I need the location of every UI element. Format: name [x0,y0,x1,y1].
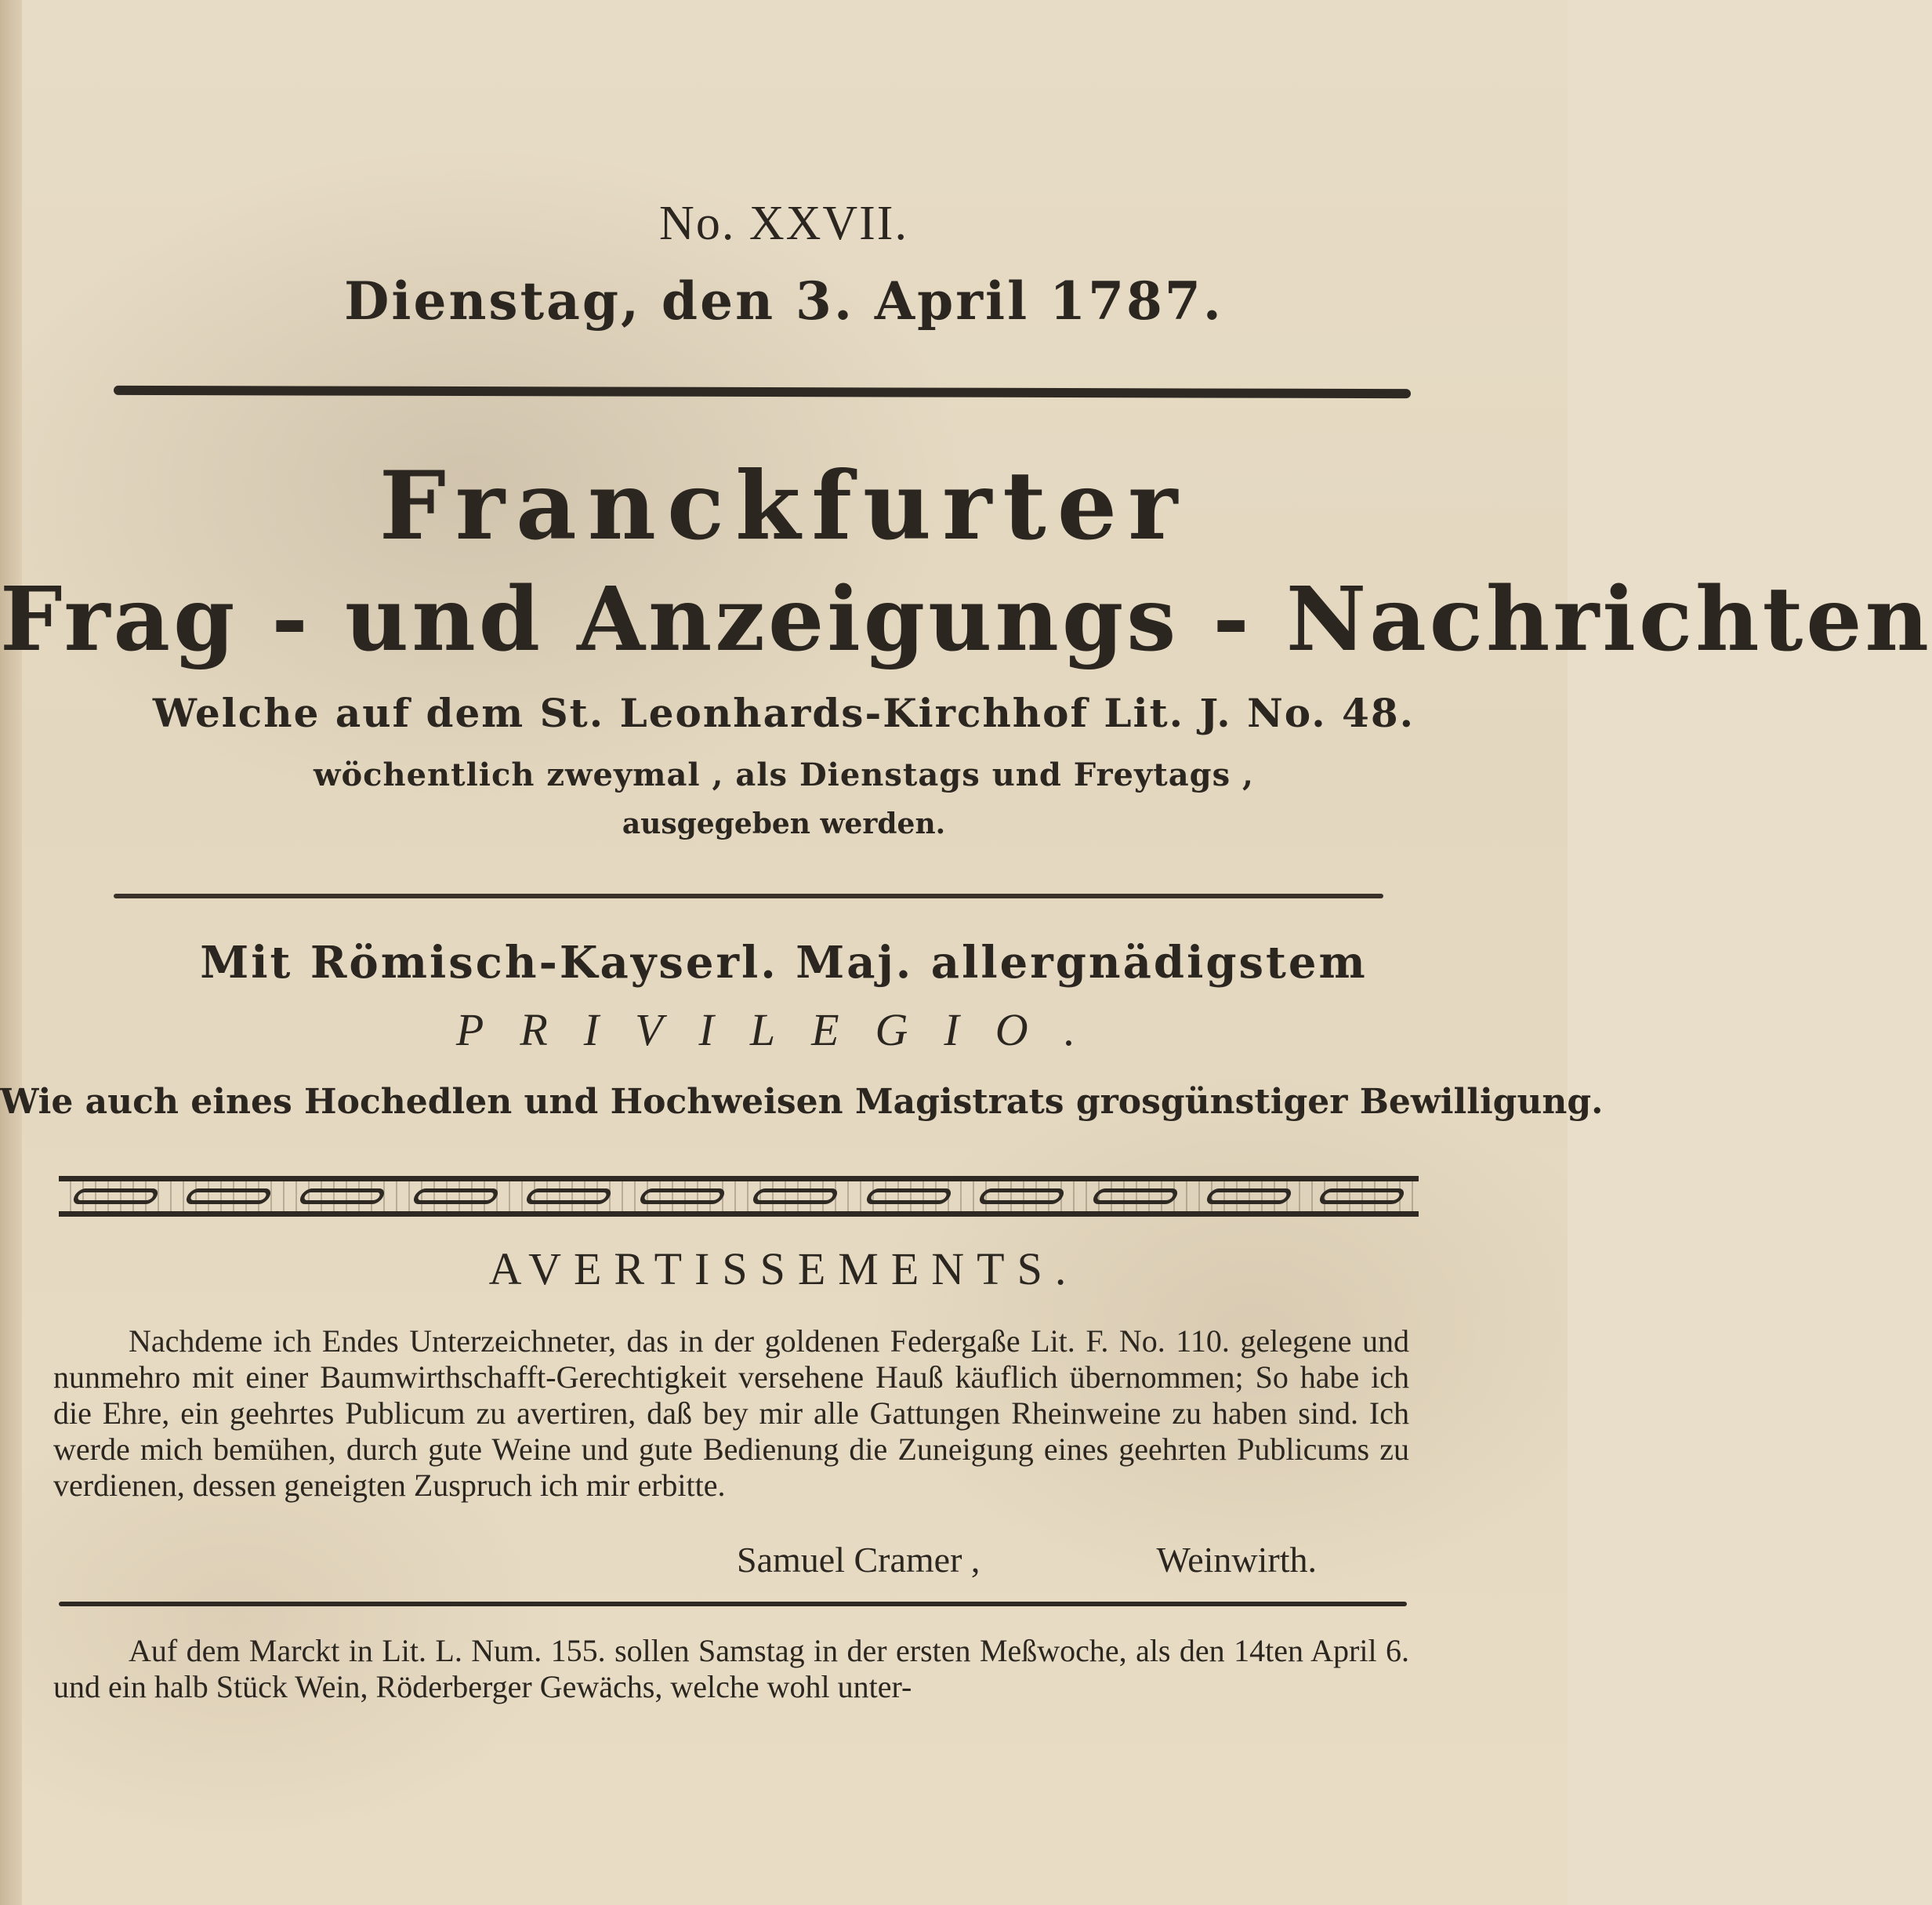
privilege-line2: PRIVILEGIO. [455,1004,1112,1055]
masthead-subtitle-line3: ausgegeben werden. [622,807,946,840]
issue-date: Dienstag, den 3. April 1787. [344,270,1223,332]
privilege-line1: Mit Römisch-Kayserl. Maj. allergnädigstem [200,937,1368,989]
masthead-subtitle-line2: wöchentlich zweymal , als Dienstags und Freytags , [314,757,1254,793]
ornament-link [637,1188,727,1204]
advertisement-divider [59,1602,1407,1606]
ornament-link [1090,1188,1180,1204]
ornament-link [864,1188,953,1204]
advertisement-signature [737,1539,1317,1580]
masthead-title-line2: Frag - und Anzeigungs - Nachrichten [0,568,1932,671]
ornament-link [297,1188,386,1204]
advertisement-text: Nachdeme ich Endes Unterzeichneter, das in der goldenen Federgaße Lit. F. No. 110. gelegene und nunmehro mit einer Baumwirthschafft-Gerechtigkeit versehene Hauß käuflich übernommen; So habe ich die Ehre, ein geehrtes Publicum zu avertiren, daß bey mir alle Gattungen Rheinweine zu haben sind. Ich werde mich bemühen, durch gute Weine und gute Bedienung die Zuneigung eines geehrten Publicums zu verdienen, dessen geneigten Zuspruch ich mir erbitte. [53,1323,1409,1503]
ornamental-border [59,1176,1419,1217]
section-heading: AVERTISSEMENTS. [488,1243,1079,1294]
issue-number: No. XXVII. [659,197,908,250]
ornament-link [524,1188,613,1204]
advertisement-text: Auf dem Marckt in Lit. L. Num. 155. sollen Samstag in der ersten Meßwoche, als den 14ten April 6. und ein halb Stück Wein, Röderberger Gewächs, welche wohl unter- [53,1633,1409,1704]
ornament-link [184,1188,274,1204]
signature-title: Weinwirth. [1156,1540,1317,1580]
masthead-title-line1: Franckfurter [379,451,1189,561]
ornament-link [1204,1188,1293,1204]
ornament-link [1317,1188,1406,1204]
privilege-line3: Wie auch eines Hochedlen und Hochweisen Magistrats grosgünstiger Bewilligung. [0,1082,1604,1122]
ornament-link [411,1188,500,1204]
masthead-divider [114,894,1383,898]
ornament-link [71,1188,160,1204]
signature-name: Samuel Cramer , [737,1540,980,1580]
ornament-link [977,1188,1067,1204]
header-divider [114,386,1411,398]
masthead-subtitle-line1: Welche auf dem St. Leonhards-Kirchhof Lit. J. No. 48. [152,690,1415,736]
ornament-link [751,1188,840,1204]
